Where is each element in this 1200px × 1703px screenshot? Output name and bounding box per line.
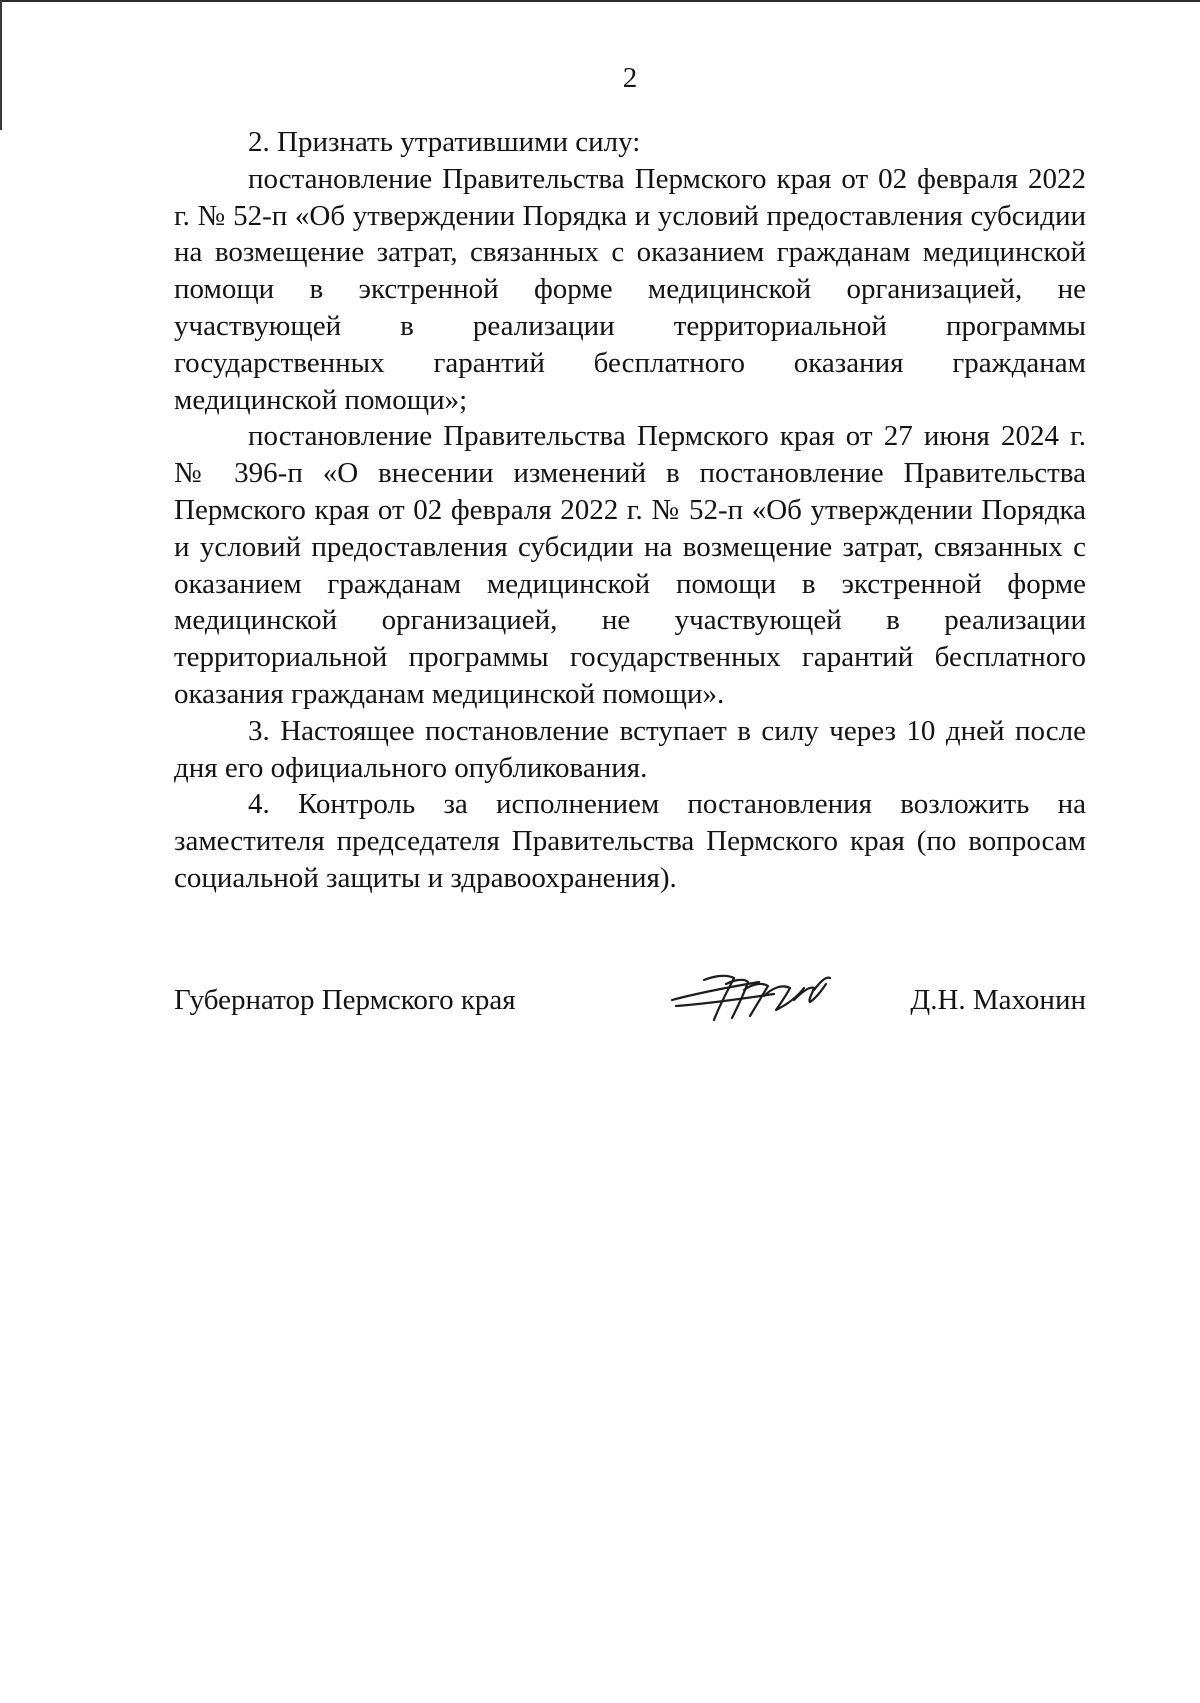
signatory-title: Губернатор Пермского края: [174, 984, 516, 1016]
page-number: 2: [622, 62, 638, 94]
scan-border-top: [0, 0, 1200, 2]
paragraph-3-entry-into-force: 3. Настоящее постановление вступает в силу через 10 дней после дня его официального опубликования.: [174, 714, 1086, 784]
handwritten-signature: [664, 960, 864, 1030]
signature-block: [174, 982, 1086, 1042]
document-body: [174, 124, 1086, 897]
paragraph-2-heading: 2. Признать утратившими силу:: [248, 126, 641, 158]
paragraph-4-control: 4. Контроль за исполнением постановления возложить на заместителя председателя Правительства Пермского края (по вопросам социальной защиты и здравоохранения).: [174, 788, 1086, 894]
paragraph-repealed-resolution-52p: постановление Правительства Пермского края от 02 февраля 2022 г. № 52-п «Об утверждении Порядка и условий предоставления субсидии на возмещение затрат, связанных с оказанием гражданам медицинской помощи в экстренной форме медицинской организацией, не участвующей в реализации территориальной программы государственных гарантий бесплатного оказания гражданам медицинской помощи»;: [174, 162, 1086, 416]
signatory-name: Д.Н. Махонин: [910, 984, 1086, 1016]
paragraph-repealed-resolution-396p: постановление Правительства Пермского края от 27 июня 2024 г. № 396-п «О внесении изменений в постановление Правительства Пермского края от 02 февраля 2022 г. № 52-п «Об утверждении Порядка и условий предоставления субсидии на возмещение затрат, связанных с оказанием гражданам медицинской помощи в экстренной форме медицинской организацией, не участвующей в реализации территориальной программы государственных гарантий бесплатного оказания гражданам медицинской помощи».: [174, 420, 1086, 710]
